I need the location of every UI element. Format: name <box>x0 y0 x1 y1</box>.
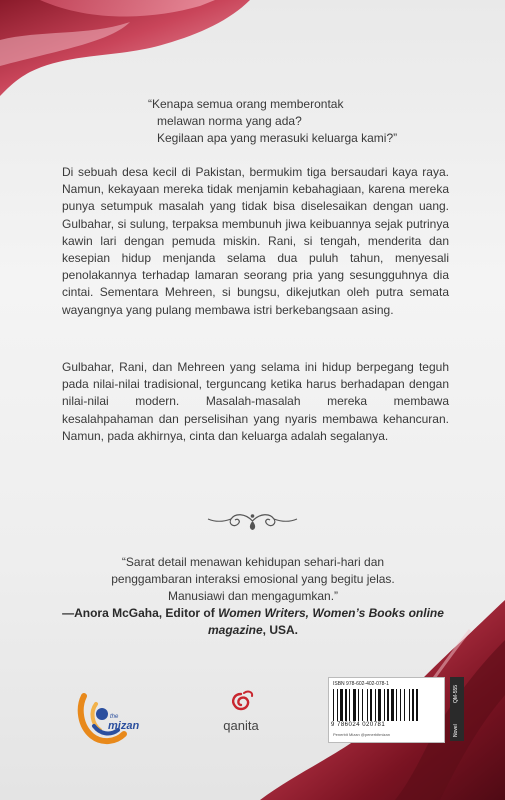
review-attribution-prefix: —Anora McGaha, Editor of <box>62 606 219 620</box>
barcode-stripe <box>396 689 397 721</box>
barcode-stripe <box>337 689 338 721</box>
flourish-ornament-icon <box>205 510 300 532</box>
barcode-stripe <box>404 689 405 721</box>
barcode-stripe <box>367 689 368 721</box>
qanita-logo-text: qanita <box>223 718 259 733</box>
barcode-stripe <box>416 689 418 721</box>
genre-side-label <box>450 677 464 741</box>
isbn-label: ISBN 978-602-402-078-1 <box>333 681 389 687</box>
opening-quote-line-1: “Kenapa semua orang memberontak <box>148 97 344 111</box>
barcode-stripe <box>340 689 343 721</box>
review-line-2: penggambaran interaksi emosional yang begitu jelas. <box>111 572 395 586</box>
barcode-stripe <box>333 689 334 721</box>
mizan-logo-text: mizan <box>108 720 140 732</box>
barcode-stripe <box>358 689 359 721</box>
isbn-number: 9 786024 020781 <box>331 722 386 728</box>
barcode-stripe <box>412 689 414 721</box>
barcode-stripe <box>370 689 372 721</box>
barcode-stripe <box>362 689 363 721</box>
opening-quote-line-3: Kegilaan apa yang merasuki keluarga kami?” <box>157 131 398 145</box>
opening-quote <box>148 96 468 147</box>
mizan-logo <box>74 690 164 750</box>
review-quote <box>58 554 448 639</box>
review-line-1: “Sarat detail menawan kehidupan sehari-hari dan <box>121 555 385 569</box>
barcode-stripe <box>387 689 389 721</box>
side-label-genre: Novel <box>453 724 459 737</box>
qanita-emblem-icon <box>206 690 276 720</box>
publisher-social-handles: Penerbit Mizan @penerbitmizan <box>333 732 390 737</box>
barcode-stripe <box>345 689 347 721</box>
synopsis-text-2: Gulbahar, Rani, dan Mehreen yang selama ini hidup berpegang teguh pada nilai-nilai tradisional, terguncang ketika harus berhadapan dengan nilai-nilai modern. Masalah-masalah mereka membawa kesalahpahaman dan perselisihan yang nyaris membawa kehancuran. Namun, pada akhirnya, cinta dan keluarga adalah segalanya. <box>62 360 449 443</box>
barcode-stripe <box>384 689 385 721</box>
synopsis-paragraph-2 <box>62 359 449 445</box>
barcode-stripe <box>409 689 410 721</box>
barcode-stripe <box>353 689 356 721</box>
qanita-logo <box>206 690 276 740</box>
barcode-stripe <box>391 689 394 721</box>
review-attribution <box>58 605 448 639</box>
mizan-logo-small-text: the <box>110 714 119 720</box>
opening-quote-line-2: melawan norma yang ada? <box>157 114 302 128</box>
barcode-stripe <box>378 689 381 721</box>
barcode-stripe <box>400 689 401 721</box>
review-attribution-publication: Women Writers, Women’s Books online magazine <box>207 606 444 637</box>
barcode-bars <box>333 689 437 721</box>
synopsis-paragraph-1 <box>62 164 449 319</box>
barcode-stripe <box>349 689 350 721</box>
barcode-stripe <box>375 689 376 721</box>
review-line-3: Manusiawi dan mengagumkan.” <box>167 589 339 603</box>
isbn-barcode <box>328 677 445 743</box>
synopsis-text-1: Di sebuah desa kecil di Pakistan, bermukim tiga bersaudari kaya raya. Namun, kekayaan mereka tidak menjamin kebahagiaan, karena mereka punya setumpuk masalah yang tidak bisa diselesaikan dengan uang. Gulbahar, si sulung, terpaksa membunuh jiwa keibuannya sejak putrinya kawin lari dengan pemuda miskin. Rani, si tengah, menderita dan kesepian hidup menjanda selama dua puluh tahun, menyesali penolakannya terhadap lamaran seorang pria yang sesungguhnya dia cintai. Sementara Mehreen, si bungsu, dikejutkan oleh putra semata wayangnya yang pulang membawa istri berkebangsaan asing. <box>62 165 449 317</box>
silk-fabric-top <box>0 0 505 110</box>
side-label-code: QM-555 <box>453 684 459 703</box>
review-attribution-suffix: , USA. <box>262 623 299 637</box>
